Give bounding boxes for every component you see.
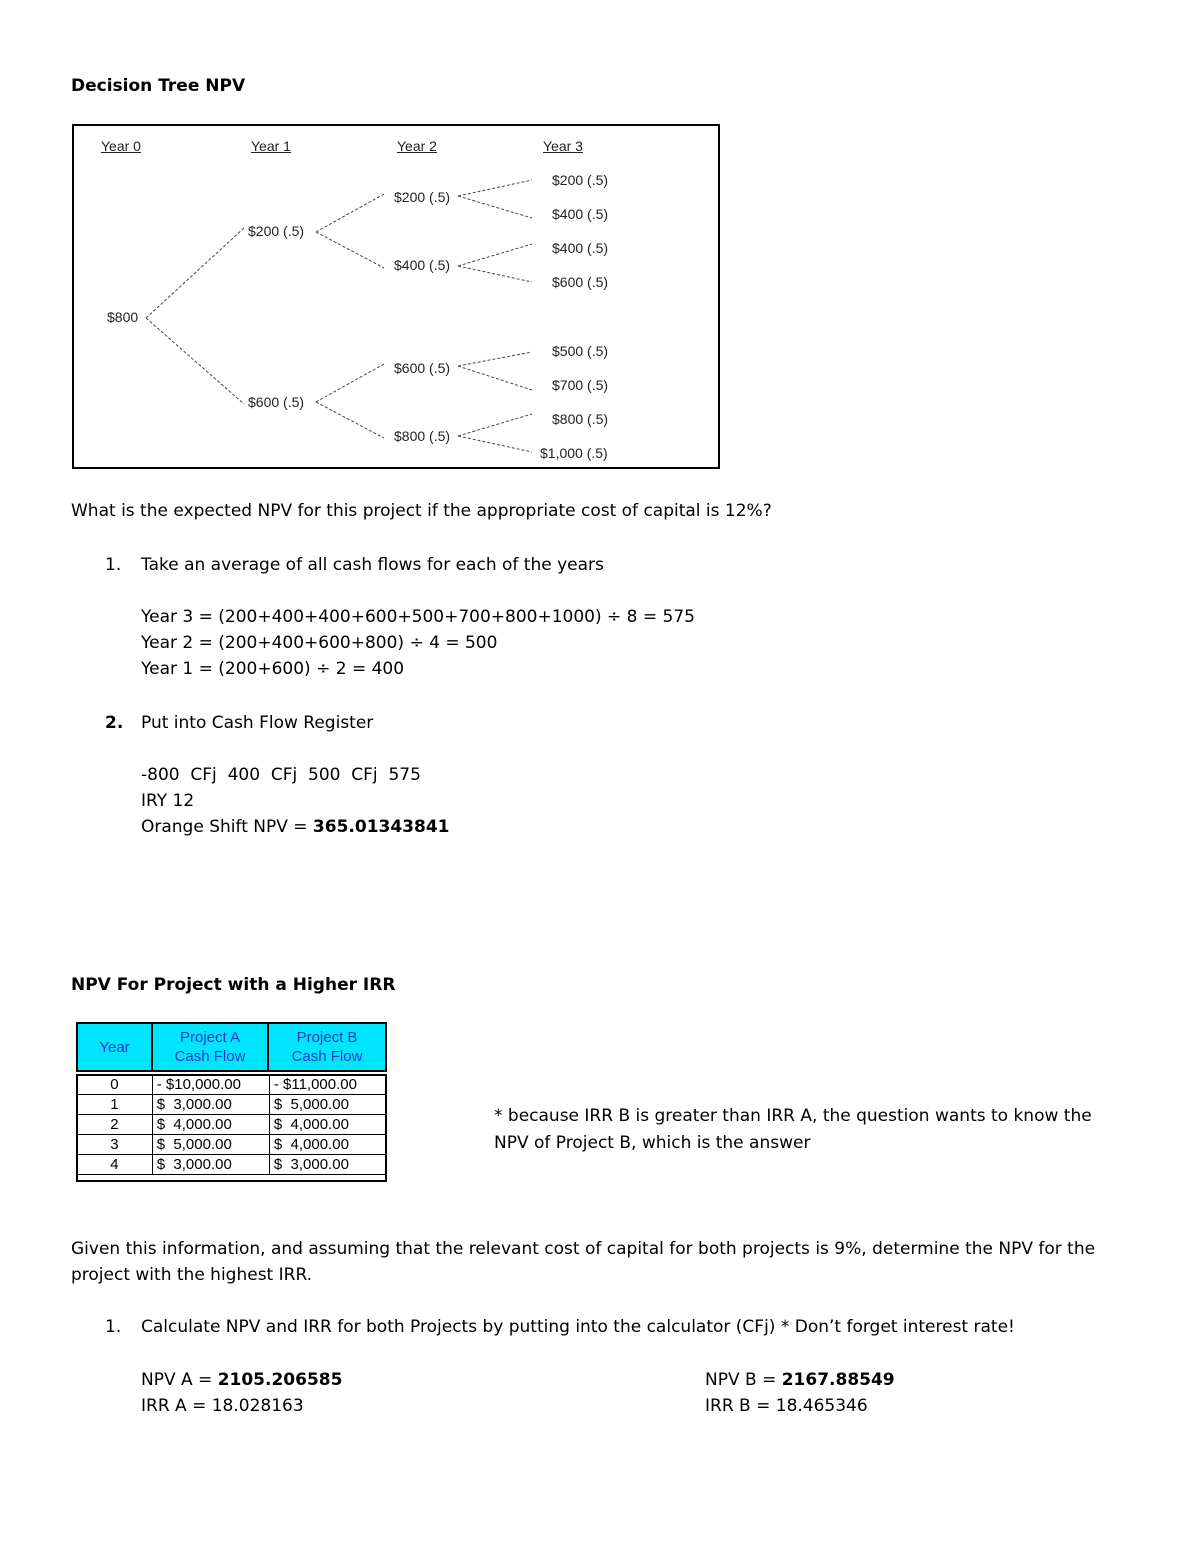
npv-b-line (705, 1370, 895, 1390)
cash-flow-table (76, 1022, 387, 1182)
table-header-project-a-line2: Cash Flow (174, 1048, 246, 1065)
table-row (77, 1155, 387, 1175)
npv-a-label: NPV A = (141, 1370, 218, 1390)
irr-a-line: IRR A = 18.028163 (141, 1396, 304, 1416)
table-row (77, 1135, 387, 1155)
s2-step1-number: 1. (105, 1317, 122, 1337)
year3-average: Year 3 = (200+400+400+600+500+700+800+1000) ÷ 8 = 575 (141, 607, 696, 627)
step2-number: 2. (105, 713, 124, 733)
table-header-project-a-line1: Project A (179, 1029, 241, 1046)
interest-rate-entry: IRY 12 (141, 791, 195, 811)
npv-a-line (141, 1370, 342, 1390)
table-cell-year: 0 (77, 1075, 153, 1095)
year2-average: Year 2 = (200+400+600+800) ÷ 4 = 500 (141, 633, 498, 653)
given-text-line-2: project with the highest IRR. (71, 1265, 313, 1285)
tree-node-year1-a: $200 (.5) (248, 223, 305, 239)
npv-b-label: NPV B = (705, 1370, 782, 1390)
npv-result-label: Orange Shift NPV = (141, 817, 313, 837)
tree-node-year2-b: $400 (.5) (394, 257, 451, 273)
tree-year-3-header: Year 3 (543, 138, 583, 154)
table-cell-project-b: - $11,000.00 (269, 1075, 386, 1095)
npv-result-value: 365.01343841 (312, 817, 450, 837)
section-title-decision-tree: Decision Tree NPV (71, 76, 246, 96)
tree-node-year3-3: $400 (.5) (552, 240, 609, 256)
tree-year-0-header: Year 0 (101, 138, 141, 154)
table-cell-project-a: $ 3,000.00 (152, 1155, 269, 1175)
year1-average: Year 1 = (200+600) ÷ 2 = 400 (141, 659, 405, 679)
tree-node-year3-5: $500 (.5) (552, 343, 609, 359)
tree-node-year3-2: $400 (.5) (552, 206, 609, 222)
decision-tree-diagram (72, 124, 720, 469)
table-cell-year: 2 (77, 1115, 153, 1135)
question-text: What is the expected NPV for this project if the appropriate cost of capital is 12%? (71, 501, 772, 521)
npv-b-value: 2167.88549 (781, 1370, 895, 1390)
tree-node-year1-b: $600 (.5) (248, 394, 305, 410)
section-title-higher-irr: NPV For Project with a Higher IRR (71, 975, 396, 995)
table-cell-project-b: $ 4,000.00 (269, 1115, 386, 1135)
table-cell-year: 4 (77, 1155, 153, 1175)
tree-node-year2-c: $600 (.5) (394, 360, 451, 376)
cash-flow-register-entry: -800 CFj 400 CFj 500 CFj 575 (141, 765, 421, 785)
irr-b-line: IRR B = 18.465346 (705, 1396, 868, 1416)
table-cell-project-b: $ 3,000.00 (269, 1155, 386, 1175)
table-row (77, 1115, 387, 1135)
cash-flow-table-body (76, 1074, 387, 1175)
tree-node-year3-6: $700 (.5) (552, 377, 609, 393)
decision-tree-lines (74, 126, 718, 467)
tree-node-year2-d: $800 (.5) (394, 428, 451, 444)
step1-number: 1. (105, 555, 122, 575)
table-cell-project-a: - $10,000.00 (152, 1075, 269, 1095)
step2-text: Put into Cash Flow Register (141, 713, 374, 733)
table-cell-year: 3 (77, 1135, 153, 1155)
step1-text: Take an average of all cash flows for each of the years (141, 555, 604, 575)
table-row (77, 1095, 387, 1115)
tree-node-year2-a: $200 (.5) (394, 189, 451, 205)
s2-step1-text: Calculate NPV and IRR for both Projects by putting into the calculator (CFj) * Don’t forget interest rate! (141, 1317, 1015, 1337)
npv-result-line (141, 817, 450, 837)
table-header-project-b-line1: Project B (296, 1029, 358, 1046)
note-line-2: NPV of Project B, which is the answer (494, 1133, 811, 1153)
table-header-project-b (267, 1022, 387, 1072)
tree-node-year3-7: $800 (.5) (552, 411, 609, 427)
table-cell-project-a: $ 4,000.00 (152, 1115, 269, 1135)
tree-node-root: $800 (107, 309, 139, 325)
given-text-line-1: Given this information, and assuming that the relevant cost of capital for both projects is 9%, determine the NPV for the (71, 1239, 1096, 1259)
table-header-project-a (151, 1022, 269, 1072)
table-header-year: Year (76, 1022, 153, 1072)
npv-a-value: 2105.206585 (217, 1370, 343, 1390)
table-cell-project-b: $ 4,000.00 (269, 1135, 386, 1155)
tree-node-year3-8: $1,000 (.5) (540, 445, 608, 461)
note-line-1: * because IRR B is greater than IRR A, the question wants to know the (494, 1106, 1092, 1126)
table-cell-project-a: $ 3,000.00 (152, 1095, 269, 1115)
tree-node-year3-4: $600 (.5) (552, 274, 609, 290)
tree-year-2-header: Year 2 (397, 138, 437, 154)
table-header-project-b-line2: Cash Flow (291, 1048, 363, 1065)
table-cell-project-a: $ 5,000.00 (152, 1135, 269, 1155)
table-cell-year: 1 (77, 1095, 153, 1115)
tree-node-year3-1: $200 (.5) (552, 172, 609, 188)
tree-year-1-header: Year 1 (251, 138, 291, 154)
table-cell-project-b: $ 5,000.00 (269, 1095, 386, 1115)
table-row (77, 1075, 387, 1095)
